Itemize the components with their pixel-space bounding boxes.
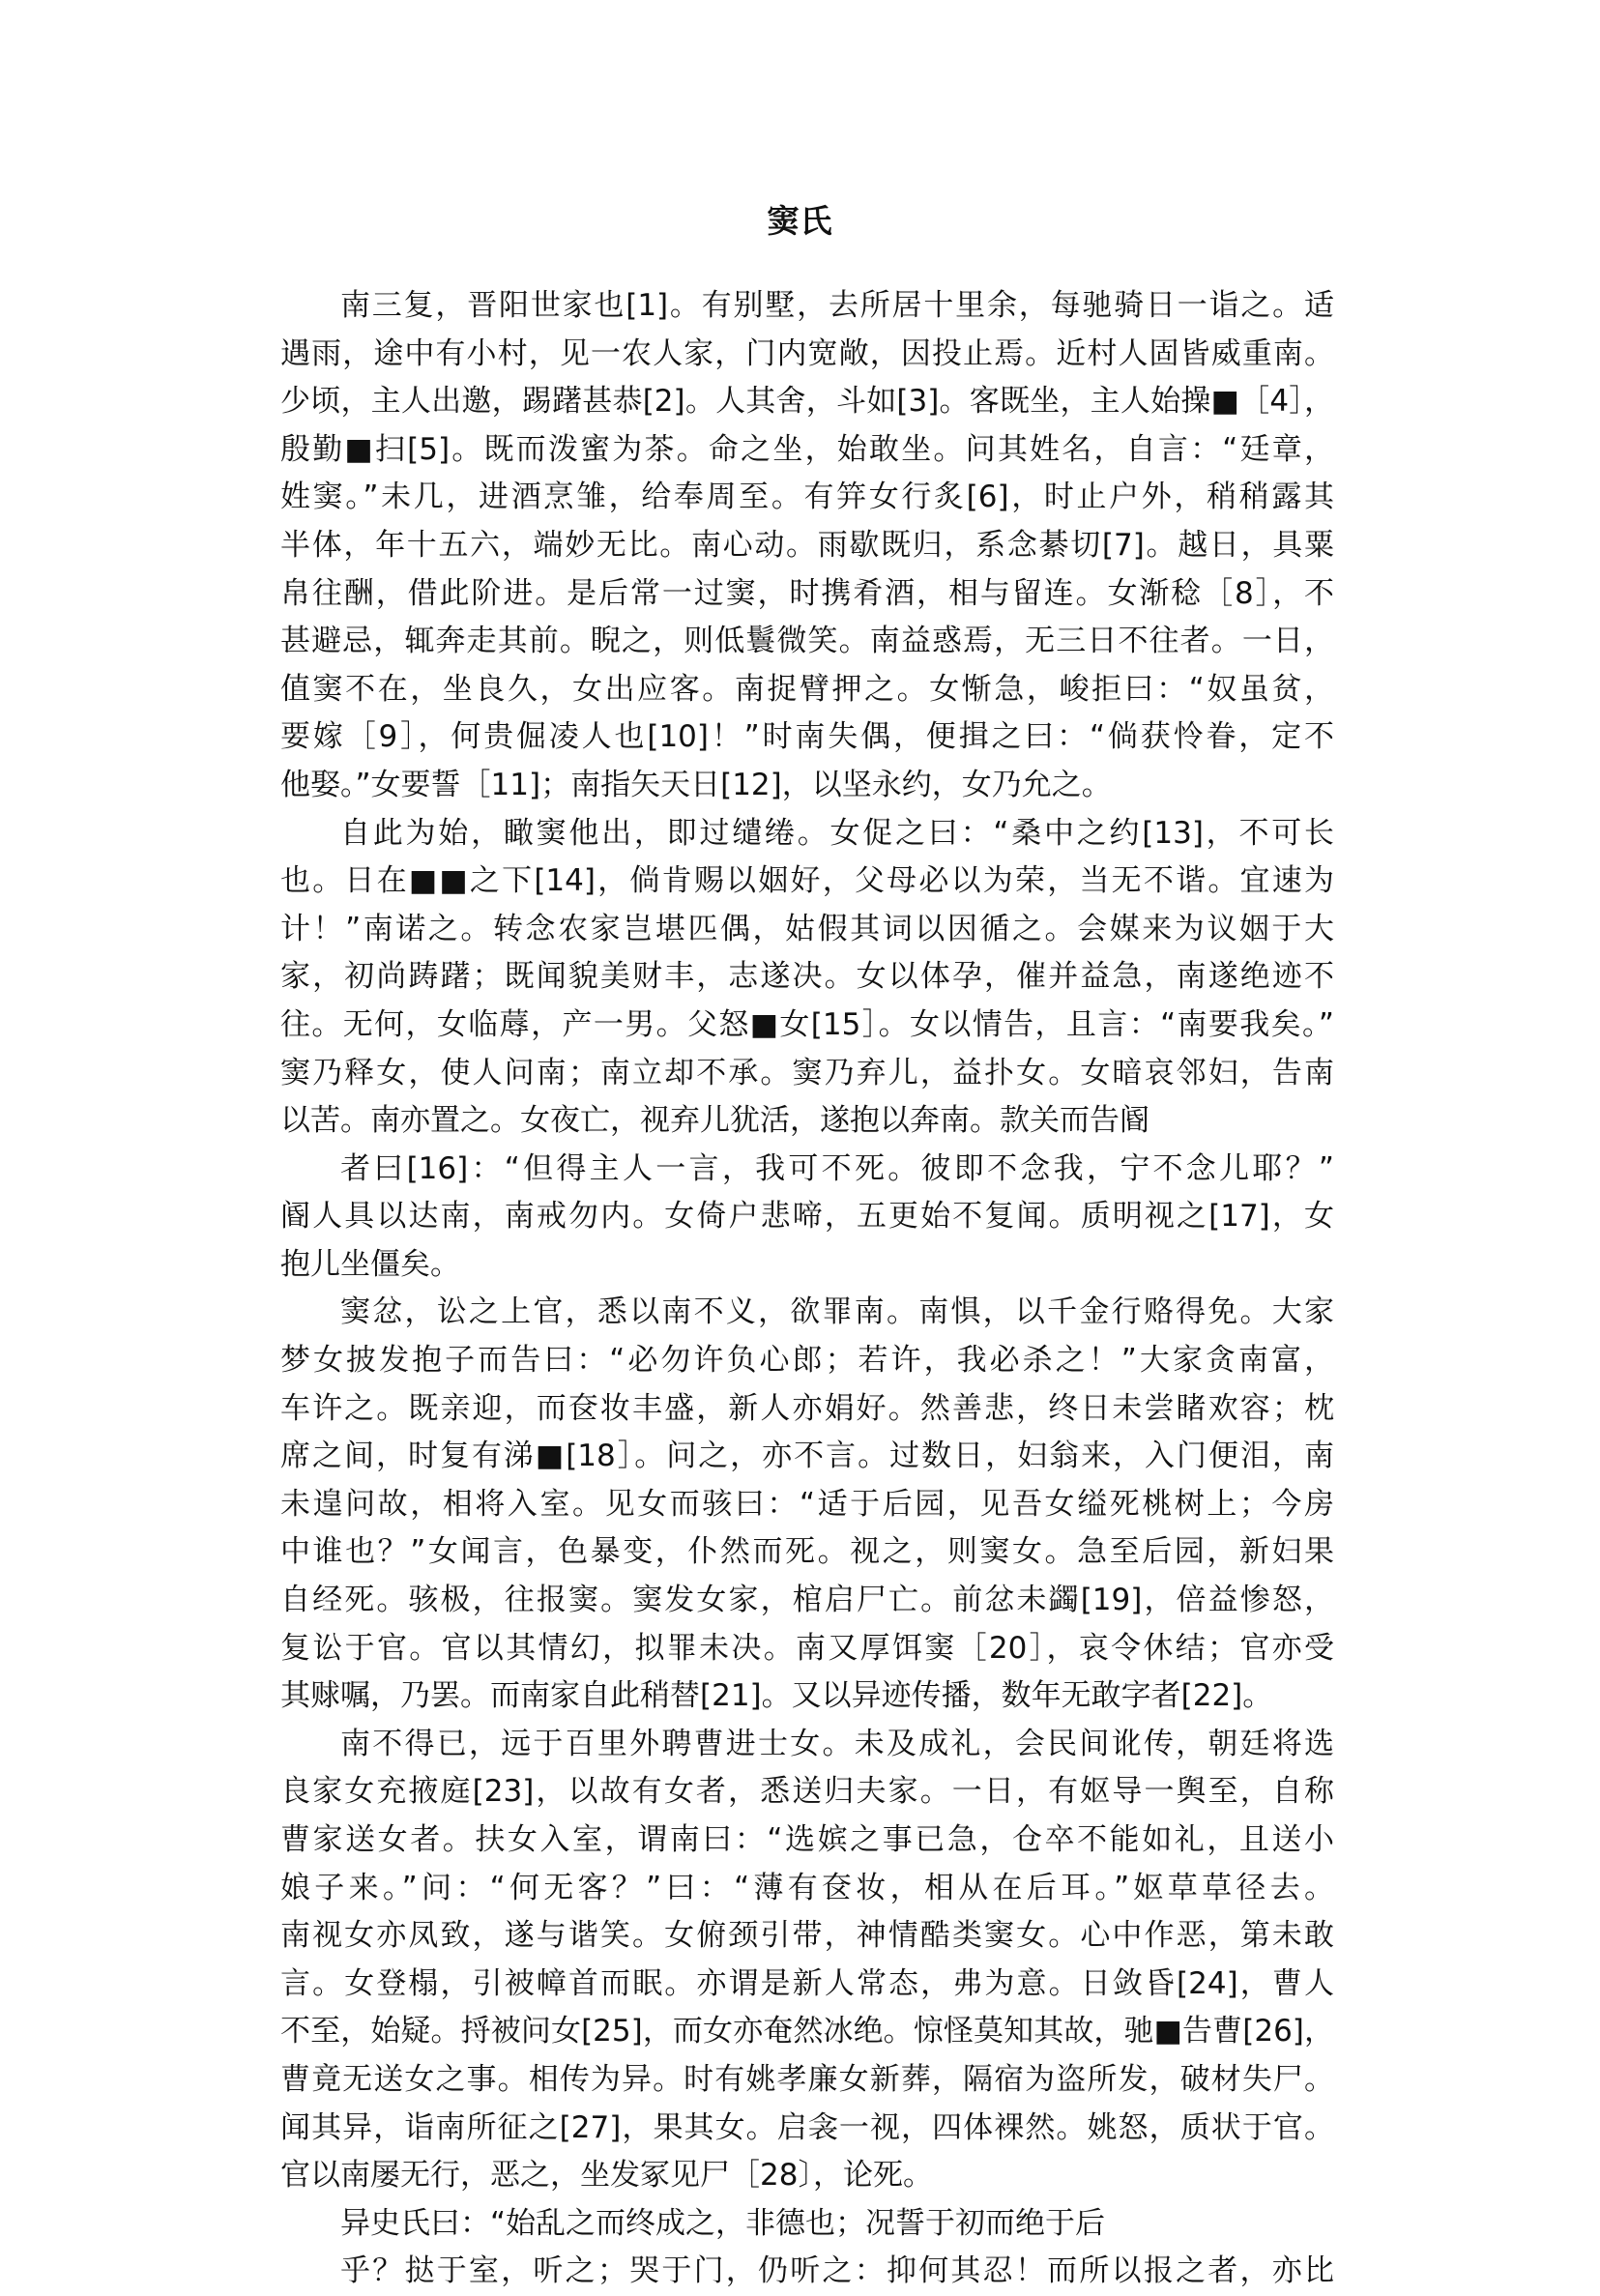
text-line: 异史氏曰：“始乱之而终成之，非德也；况誓于初而绝于后 [340,2205,1106,2241]
text-line: 阍人具以达南，南戒勿内。女倚户悲啼，五更始不复闻。质明视之[17]，女 [280,1199,1334,1235]
text-line: 未遑问故，相将入室。见女而骇曰：“适于后园，见吾女缢死桃树上；今房 [280,1486,1334,1522]
text-line: 甚避忌，辄奔走其前。睨之，则低鬟微笑。南益惑焉，无三日不往者。一日， [280,624,1334,659]
text-line: 车许之。既亲迎，而奁妆丰盛，新人亦娟好。然善悲，终日未尝睹欢容；枕 [280,1390,1334,1426]
text-line: 窦忿，讼之上官，悉以南不义，欲罪南。南惧，以千金行赂得免。大家 [340,1294,1334,1330]
text-line: 乎？挞于室，听之；哭于门，仍听之：抑何其忍！而所以报之者，亦比 [340,2253,1334,2289]
text-line: 曹竟无送女之事。相传为异。时有姚孝廉女新葬，隔宿为盗所发，破材失尸。 [280,2061,1334,2097]
text-line: 者曰[16]：“但得主人一言，我可不死。彼即不念我，宁不念儿耶？” [340,1150,1334,1186]
text-line: 官以南屡无行，恶之，坐发冢见尸［28〕，论死。 [280,2158,933,2194]
text-line: 少顷，主人出邀，踢躇甚恭[2]。人其舍，斗如[3]。客既坐，主人始操■［4］， [280,384,1334,420]
text-line: 抱儿坐僵矣。 [280,1246,460,1282]
text-line: 席之间，时复有涕■[18］。问之，亦不言。过数日，妇翁来，入门便泪，南 [280,1439,1334,1474]
text-line: 自经死。骇极，往报窦。窦发女家，棺启尸亡。前忿未蠲[19]，倍益惨怒， [280,1583,1334,1618]
text-line: 窦乃释女，使人问南；南立却不承。窦乃弃儿，益扑女。女暗哀邻妇，告南 [280,1055,1334,1090]
text-line: 家，初尚踌躇；既闻貌美财丰，志遂决。女以体孕，催并益急，南遂绝迹不 [280,959,1334,995]
text-line: 帛往酬，借此阶进。是后常一过窦，时携肴酒，相与留连。女渐稔［8］，不 [280,575,1334,611]
text-line: 也。日在■■之下[14]，倘肯赐以姻好，父母必以为荣，当无不谐。宜速为 [280,863,1334,899]
text-line: 中谁也？”女闻言，色暴变，仆然而死。视之，则窦女。急至后园，新妇果 [280,1534,1334,1570]
text-line: 良家女充掖庭[23]，以故有女者，悉送归夫家。一日，有妪导一舆至，自称 [280,1774,1334,1810]
text-line: 曹家送女者。扶女入室，谓南曰：“选嫔之事已急，仓卒不能如礼，且送小 [280,1822,1334,1857]
story-body [280,282,1334,2296]
text-line: 姓窦。”未几，进酒烹雏，给奉周至。有笄女行炙[6]，时止户外，稍稍露其 [280,480,1334,515]
text-line: 以苦。南亦置之。女夜亡，视弃儿犹活，遂抱以奔南。款关而告阍 [280,1103,1149,1139]
page-title: 窦氏 [767,202,833,240]
text-line: 自此为始，瞰窦他出，即过缱绻。女促之曰：“桑中之约[13]，不可长 [340,815,1334,851]
text-line: 梦女披发抱子而告曰：“必勿许负心郎；若许，我必杀之！”大家贪南富， [280,1343,1334,1379]
text-line: 南三复，晋阳世家也[1]。有别墅，去所居十里余，每驰骑日一诣之。适 [340,288,1334,323]
text-line: 他娶。”女要誓［11]；南指矢天日[12]，以坚永约，女乃允之。 [280,767,1112,802]
text-line: 娘子来。”问：“何无客？”曰：“薄有奁妆，相从在后耳。”妪草草径去。 [280,1870,1334,1905]
text-line: 南视女亦凤致，遂与谐笑。女俯颈引带，神情酷类窦女。心中作恶，第未敢 [280,1918,1334,1954]
text-line: 其赇嘱，乃罢。而南家自此稍替[21]。又以异迹传播，数年无敢字者[22]。 [280,1678,1273,1714]
text-line: 言。女登榻，引被幛首而眠。亦谓是新人常态，弗为意。日敛昏[24]，曹人 [280,1965,1334,2001]
text-line: 南不得已，远于百里外聘曹进士女。未及成礼，会民间讹传，朝廷将选 [340,1726,1334,1761]
text-line: 往。无何，女临蓐，产一男。父怒■女[15］。女以情告，且言：“南要我矣。” [280,1006,1334,1042]
text-line: 值窦不在，坐良久，女出应客。南捉臂押之。女惭急，峻拒曰：“奴虽贫， [280,671,1334,707]
text-line: 计！”南诺之。转念农家岂堪匹偶，姑假其词以因循之。会媒来为议姻于大 [280,911,1334,946]
text-line: 半体，年十五六，端妙无比。南心动。雨歇既归，系念綦切[7]。越日，具粟 [280,527,1334,563]
text-line: 殷勤■扫[5]。既而泼蜜为茶。命之坐，始敢坐。问其姓名，自言：“廷章， [280,431,1334,467]
text-line: 闻其异，诣南所征之[27]，果其女。启衾一视，四体裸然。姚怒，质状于官。 [280,2109,1334,2145]
text-line: 遇雨，途中有小村，见一农人家，门内宽敞，因投止焉。近村人固皆威重南。 [280,335,1334,371]
text-line: 复讼于官。官以其情幻，拟罪未决。南又厚饵窦［20］，哀令休结；官亦受 [280,1630,1334,1666]
text-line: 不至，始疑。捋被问女[25]，而女亦奄然冰绝。惊怪莫知其故，驰■告曹[26]， [280,2014,1334,2049]
text-line: 要嫁［9］，何贵倔凌人也[10]！”时南失偶，便揖之曰：“倘获怜眷，定不 [280,719,1334,755]
